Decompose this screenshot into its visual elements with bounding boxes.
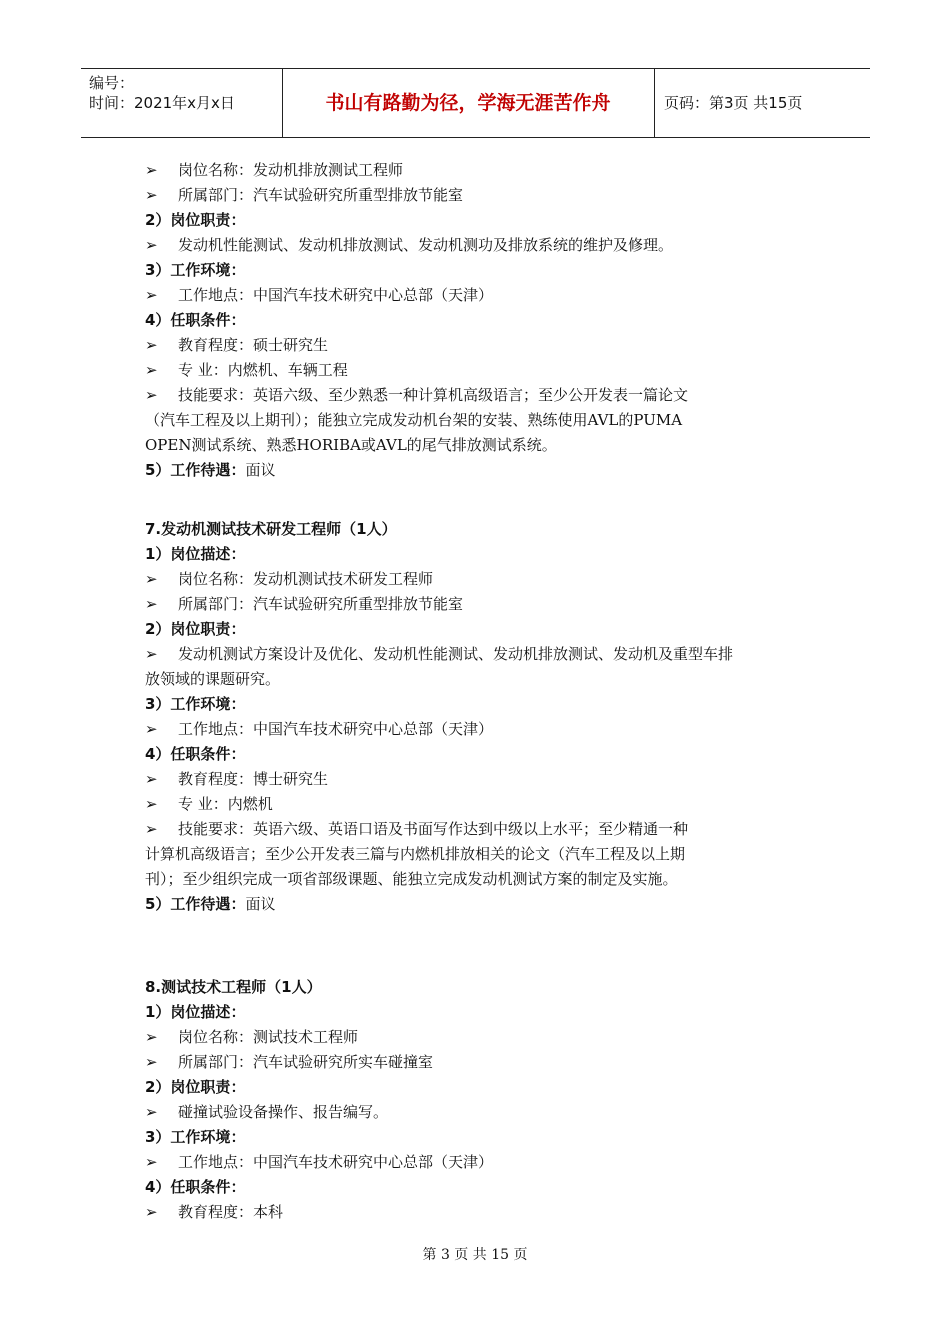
section-heading (145, 258, 805, 283)
bullet-arrow-icon: ➢ (145, 161, 158, 179)
bullet-line (145, 792, 805, 817)
bullet-arrow-icon: ➢ (145, 236, 158, 254)
spacer (145, 483, 805, 517)
section-heading (145, 1125, 805, 1150)
bullet-text: 岗位名称：发动机排放测试工程师 (178, 161, 404, 179)
section-heading (145, 208, 805, 233)
bullet-line (145, 642, 805, 667)
bullet-text: 教育程度：博士研究生 (178, 770, 329, 788)
bullet-arrow-icon: ➢ (145, 595, 158, 613)
header-motto: 书山有路勤为径，学海无涯苦作舟 (325, 92, 611, 114)
bullet-line (145, 592, 805, 617)
heading-text: 3）工作环境： (145, 1128, 246, 1146)
section-heading (145, 1075, 805, 1100)
heading-text: 4）任职条件： (145, 745, 246, 763)
bullet-text: 工作地点：中国汽车技术研究中心总部（天津） (178, 286, 494, 304)
section-heading (145, 692, 805, 717)
bullet-arrow-icon: ➢ (145, 1053, 158, 1071)
bullet-arrow-icon: ➢ (145, 770, 158, 788)
bullet-line (145, 1100, 805, 1125)
section-heading (145, 975, 805, 1000)
bullet-line (145, 1025, 805, 1050)
section-heading (145, 1000, 805, 1025)
paragraph-line: （汽车工程及以上期刊）；能独立完成发动机台架的安装、熟练使用AVL的PUMA (145, 411, 683, 429)
bullet-arrow-icon: ➢ (145, 1153, 158, 1171)
section-heading (145, 1175, 805, 1200)
bullet-line (145, 1200, 805, 1225)
spacer (145, 917, 805, 975)
bullet-text: 碰撞试验设备操作、报告编写。 (178, 1103, 389, 1121)
heading-text: 4）任职条件： (145, 311, 246, 329)
bullet-text: 发动机性能测试、发动机排放测试、发动机测功及排放系统的维护及修理。 (178, 236, 674, 254)
heading-text: 5）工作待遇： (145, 895, 246, 913)
heading-text: 4）任职条件： (145, 1178, 246, 1196)
bullet-arrow-icon: ➢ (145, 720, 158, 738)
heading-text: 2）岗位职责： (145, 620, 246, 638)
paragraph-line: 计算机高级语言；至少公开发表三篇与内燃机排放相关的论文（汽车工程及以上期 (145, 845, 686, 863)
bullet-text: 工作地点：中国汽车技术研究中心总部（天津） (178, 1153, 494, 1171)
bullet-line (145, 717, 805, 742)
heading-text: 2）岗位职责： (145, 211, 246, 229)
bullet-line (145, 358, 805, 383)
heading-text: 7.发动机测试技术研发工程师（1人） (145, 520, 397, 538)
paragraph-line: OPEN测试系统、熟悉HORIBA或AVL的尾气排放测试系统。 (145, 436, 557, 454)
bullet-text: 所属部门：汽车试验研究所重型排放节能室 (178, 595, 464, 613)
section-heading (145, 517, 805, 542)
bullet-arrow-icon: ➢ (145, 1103, 158, 1121)
header-meta (89, 73, 279, 113)
page-header (81, 68, 870, 138)
page-footer: 第 3 页 共 15 页 (422, 1247, 528, 1263)
bullet-text: 岗位名称：测试技术工程师 (178, 1028, 359, 1046)
bullet-arrow-icon: ➢ (145, 286, 158, 304)
bullet-arrow-icon: ➢ (145, 795, 158, 813)
heading-text: 1）岗位描述： (145, 1003, 246, 1021)
section-heading (145, 458, 805, 483)
bullet-line (145, 817, 805, 842)
bullet-arrow-icon: ➢ (145, 186, 158, 204)
heading-text: 8.测试技术工程师（1人） (145, 978, 322, 996)
bullet-arrow-icon: ➢ (145, 361, 158, 379)
heading-value: 面议 (245, 895, 276, 913)
section-heading (145, 617, 805, 642)
bullet-line (145, 567, 805, 592)
doc-time-label: 时间：2021年x月x日 (89, 94, 235, 112)
doc-number-label: 编号： (89, 74, 135, 92)
bullet-text: 岗位名称：发动机测试技术研发工程师 (178, 570, 434, 588)
heading-text: 5）工作待遇： (145, 461, 246, 479)
bullet-text: 教育程度：本科 (178, 1203, 284, 1221)
bullet-arrow-icon: ➢ (145, 570, 158, 588)
heading-text: 3）工作环境： (145, 695, 246, 713)
section-heading (145, 742, 805, 767)
heading-text: 2）岗位职责： (145, 1078, 246, 1096)
bullet-text: 所属部门：汽车试验研究所实车碰撞室 (178, 1053, 434, 1071)
bullet-line (145, 183, 805, 208)
section-heading (145, 542, 805, 567)
paragraph-line: 放领域的课题研究。 (145, 670, 281, 688)
bullet-arrow-icon: ➢ (145, 645, 158, 663)
bullet-text: 技能要求：英语六级、至少熟悉一种计算机高级语言；至少公开发表一篇论文 (178, 386, 689, 404)
section-heading (145, 892, 805, 917)
bullet-line (145, 283, 805, 308)
bullet-text: 专 业：内燃机 (178, 795, 273, 813)
document-body (145, 158, 805, 1225)
heading-text: 3）工作环境： (145, 261, 246, 279)
bullet-text: 工作地点：中国汽车技术研究中心总部（天津） (178, 720, 494, 738)
bullet-line (145, 767, 805, 792)
bullet-arrow-icon: ➢ (145, 386, 158, 404)
heading-value: 面议 (245, 461, 276, 479)
bullet-arrow-icon: ➢ (145, 820, 158, 838)
section-heading (145, 308, 805, 333)
heading-text: 1）岗位描述： (145, 545, 246, 563)
bullet-text: 专 业：内燃机、车辆工程 (178, 361, 348, 379)
bullet-line (145, 158, 805, 183)
bullet-line (145, 233, 805, 258)
bullet-line (145, 383, 805, 408)
bullet-line (145, 1150, 805, 1175)
bullet-arrow-icon: ➢ (145, 1203, 158, 1221)
header-divider (654, 69, 655, 137)
header-page-label: 页码：第3页 共15页 (664, 94, 803, 112)
bullet-line (145, 1050, 805, 1075)
paragraph-line: 刊）；至少组织完成一项省部级课题、能独立完成发动机测试方案的制定及实施。 (145, 870, 678, 888)
bullet-text: 教育程度：硕士研究生 (178, 336, 329, 354)
bullet-arrow-icon: ➢ (145, 1028, 158, 1046)
bullet-arrow-icon: ➢ (145, 336, 158, 354)
bullet-text: 所属部门：汽车试验研究所重型排放节能室 (178, 186, 464, 204)
bullet-line (145, 333, 805, 358)
bullet-text: 技能要求：英语六级、英语口语及书面写作达到中级以上水平；至少精通一种 (178, 820, 689, 838)
bullet-text: 发动机测试方案设计及优化、发动机性能测试、发动机排放测试、发动机及重型车排 (178, 645, 734, 663)
